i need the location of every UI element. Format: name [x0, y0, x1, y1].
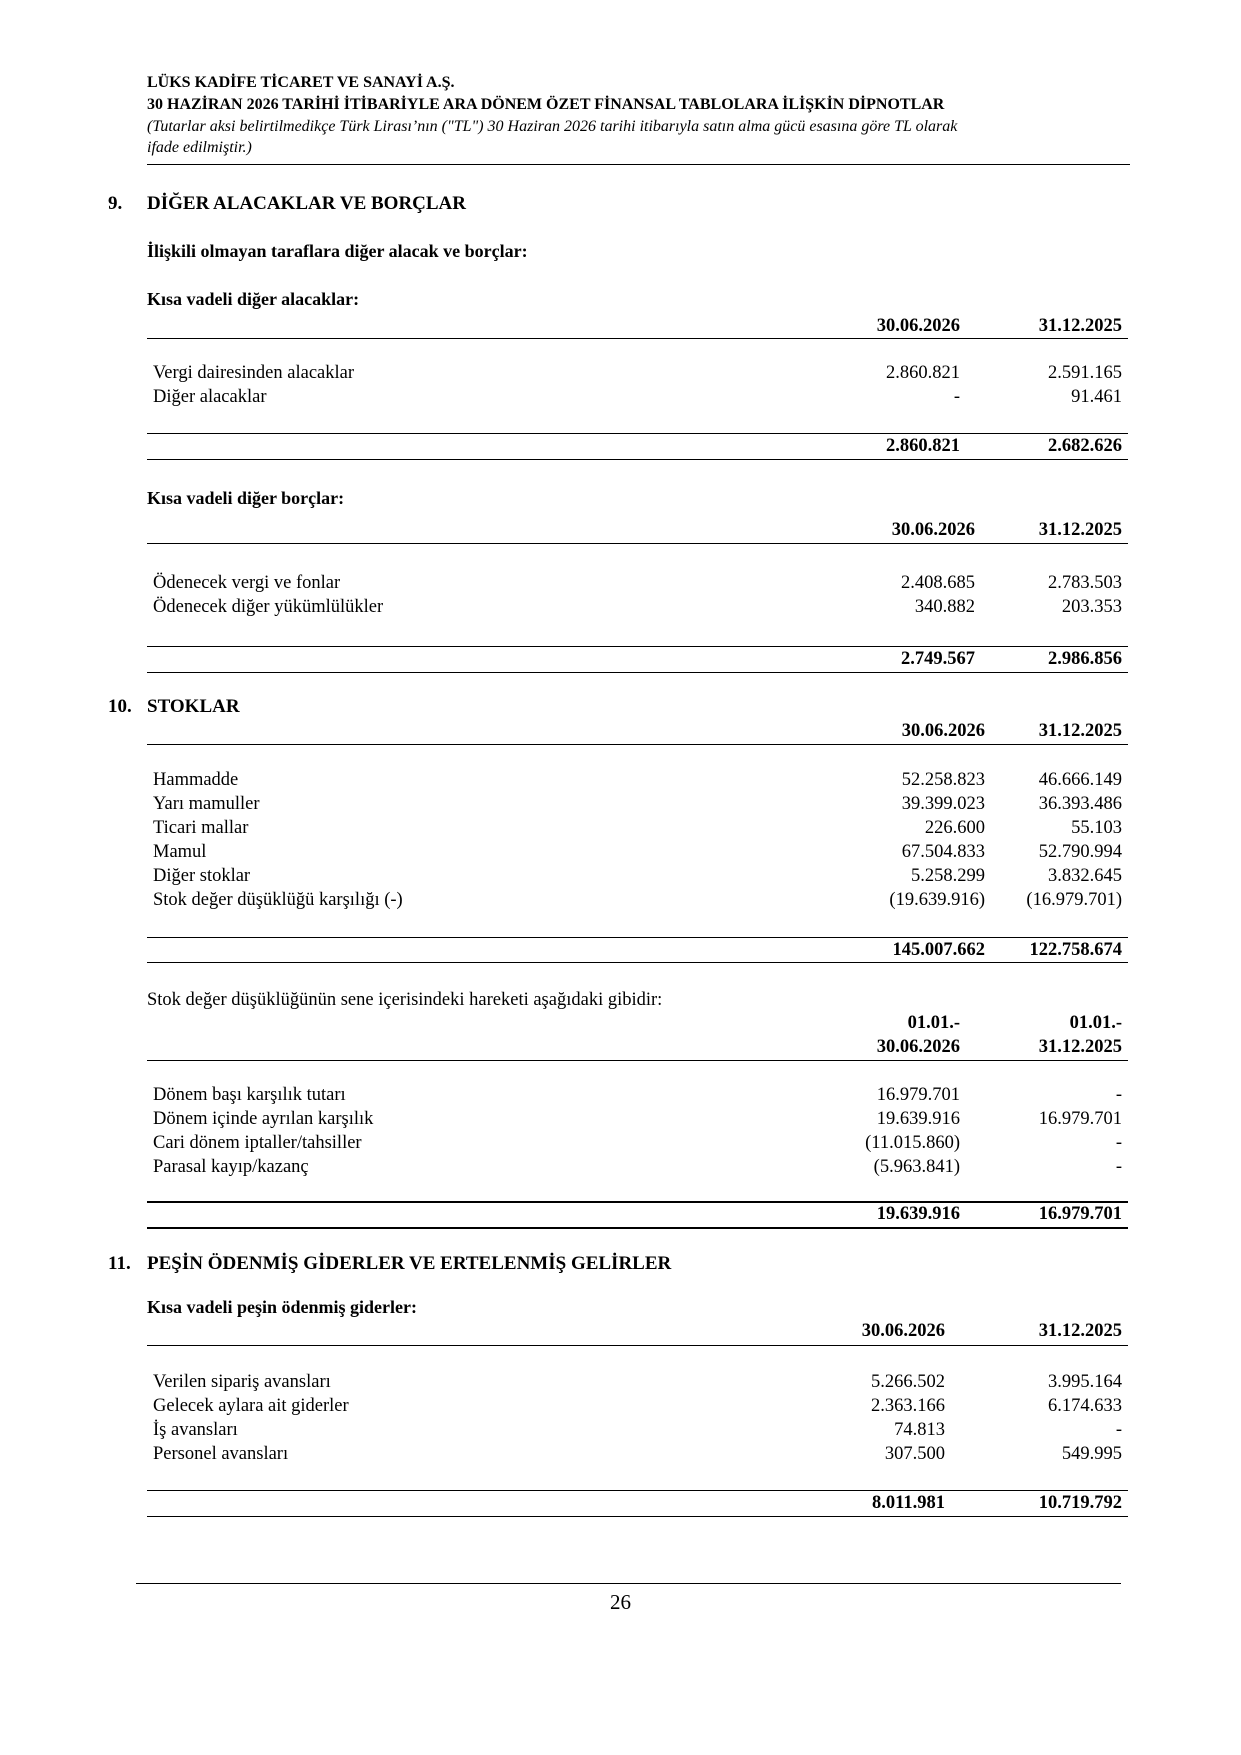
table-cell: 2.783.503: [1048, 573, 1122, 593]
table-cell: 203.353: [1061, 597, 1122, 617]
header-divider: [147, 164, 1130, 165]
movement-col2-header-line2: 31.12.2025: [1038, 1037, 1122, 1057]
table-cell: (11.015.860): [865, 1133, 960, 1153]
prepaid-total-col2: 10.719.792: [1038, 1493, 1122, 1513]
section-9-subtitle: İlişkili olmayan taraflara diğer alacak ve borçlar:: [147, 241, 528, 261]
payables-col2-header: 31.12.2025: [1038, 520, 1122, 540]
inventory-col1-header: 30.06.2026: [901, 721, 985, 741]
table-cell: (5.963.841): [873, 1157, 960, 1177]
movement-col1-header-line2: 30.06.2026: [876, 1037, 960, 1057]
table-row-label: Verilen sipariş avansları: [153, 1372, 331, 1392]
table-row-label: İş avansları: [153, 1420, 238, 1440]
table-cell: 5.266.502: [871, 1372, 945, 1392]
table-cell: 2.591.165: [1048, 363, 1122, 383]
receivables-total-col2: 2.682.626: [1048, 436, 1122, 456]
receivables-col2-header: 31.12.2025: [1038, 316, 1122, 336]
table-cell: 19.639.916: [876, 1109, 960, 1129]
movement-total-line-top: [147, 1201, 1128, 1203]
table-cell: 2.363.166: [871, 1396, 945, 1416]
currency-note-line1: (Tutarlar aksi belirtilmedikçe Türk Lirası’nın ("TL") 30 Haziran 2026 tarihi itibarıyla satın alma gücü esasına göre TL olarak: [147, 118, 958, 135]
movement-total-line-bottom: [147, 1227, 1128, 1229]
movement-header-line: [147, 1060, 1128, 1061]
payables-header-line: [147, 543, 1128, 544]
document-title: 30 HAZİRAN 2026 TARİHİ İTİBARİYLE ARA DÖNEM ÖZET FİNANSAL TABLOLARA İLİŞKİN DİPNOTLAR: [147, 96, 945, 113]
receivables-col1-header: 30.06.2026: [876, 316, 960, 336]
page-number: 26: [610, 1590, 631, 1614]
payables-total-col1: 2.749.567: [901, 649, 975, 669]
payables-total-col2: 2.986.856: [1048, 649, 1122, 669]
receivables-total-line-top: [147, 433, 1128, 434]
currency-note-line2: ifade edilmiştir.): [147, 139, 252, 156]
table-cell: 2.408.685: [901, 573, 975, 593]
table-cell: 39.399.023: [901, 794, 985, 814]
table-cell: 74.813: [894, 1420, 945, 1440]
payables-col1-header: 30.06.2026: [891, 520, 975, 540]
table-cell: 3.832.645: [1048, 866, 1122, 886]
table-row-label: Mamul: [153, 842, 207, 862]
movement-col1-header-line1: 01.01.-: [907, 1013, 960, 1033]
table-cell: -: [1115, 1420, 1122, 1440]
inventory-total-col2: 122.758.674: [1029, 940, 1122, 960]
table-cell: (19.639.916): [889, 890, 985, 910]
table-cell: 5.258.299: [911, 866, 985, 886]
table-row-label: Yarı mamuller: [153, 794, 260, 814]
inventory-total-col1: 145.007.662: [892, 940, 985, 960]
table-cell: 3.995.164: [1048, 1372, 1122, 1392]
table-cell: 226.600: [924, 818, 985, 838]
section-10-number: 10.: [108, 696, 132, 717]
inventory-header-line: [147, 744, 1128, 745]
table-cell: 36.393.486: [1038, 794, 1122, 814]
table-cell: 52.790.994: [1038, 842, 1122, 862]
table-cell: 307.500: [884, 1444, 945, 1464]
table-cell: -: [1115, 1157, 1122, 1177]
prepaid-title: Kısa vadeli peşin ödenmiş giderler:: [147, 1297, 417, 1317]
table-cell: 16.979.701: [876, 1085, 960, 1105]
table-row-label: Diğer alacaklar: [153, 387, 267, 407]
company-name: LÜKS KADİFE TİCARET VE SANAYİ A.Ş.: [147, 74, 455, 91]
impairment-movement-intro: Stok değer düşüklüğünün sene içerisindeki hareketi aşağıdaki gibidir:: [147, 990, 663, 1010]
table-row-label: Diğer stoklar: [153, 866, 251, 886]
table-cell: 16.979.701: [1038, 1109, 1122, 1129]
table-cell: -: [1115, 1085, 1122, 1105]
section-9-number: 9.: [108, 193, 123, 214]
payables-total-line-top: [147, 646, 1128, 647]
section-9-title: DİĞER ALACAKLAR VE BORÇLAR: [147, 193, 467, 214]
table-cell: -: [1115, 1133, 1122, 1153]
table-row-label: Ödenecek diğer yükümlülükler: [153, 597, 384, 617]
table-row-label: Ticari mallar: [153, 818, 249, 838]
movement-total-col1: 19.639.916: [876, 1204, 960, 1224]
section-10-title: STOKLAR: [147, 696, 240, 717]
prepaid-total-col1: 8.011.981: [872, 1493, 945, 1513]
table-cell: 6.174.633: [1048, 1396, 1122, 1416]
table-row-label: Vergi dairesinden alacaklar: [153, 363, 355, 383]
table-cell: 46.666.149: [1038, 770, 1122, 790]
section-11-number: 11.: [108, 1253, 131, 1274]
table-row-label: Dönem içinde ayrılan karşılık: [153, 1109, 374, 1129]
receivables-header-line: [147, 338, 1128, 339]
table-cell: 2.860.821: [886, 363, 960, 383]
section-11-title: PEŞİN ÖDENMİŞ GİDERLER VE ERTELENMİŞ GELİRLER: [147, 1253, 672, 1274]
table-cell: -: [953, 387, 960, 407]
table-cell: 549.995: [1061, 1444, 1122, 1464]
table-row-label: Stok değer düşüklüğü karşılığı (-): [153, 890, 403, 910]
table-row-label: Gelecek aylara ait giderler: [153, 1396, 349, 1416]
receivables-total-line-bottom: [147, 459, 1128, 460]
receivables-total-col1: 2.860.821: [886, 436, 960, 456]
movement-total-col2: 16.979.701: [1038, 1204, 1122, 1224]
prepaid-total-line-top: [147, 1490, 1128, 1491]
table-cell: (16.979.701): [1026, 890, 1122, 910]
table-row-label: Ödenecek vergi ve fonlar: [153, 573, 341, 593]
payables-title: Kısa vadeli diğer borçlar:: [147, 488, 345, 508]
table-row-label: Dönem başı karşılık tutarı: [153, 1085, 346, 1105]
inventory-total-line-top: [147, 937, 1128, 938]
table-cell: 67.504.833: [901, 842, 985, 862]
table-cell: 340.882: [914, 597, 975, 617]
movement-col2-header-line1: 01.01.-: [1069, 1013, 1122, 1033]
table-cell: 55.103: [1071, 818, 1122, 838]
prepaid-col1-header: 30.06.2026: [861, 1321, 945, 1341]
table-row-label: Parasal kayıp/kazanç: [153, 1157, 309, 1177]
table-row-label: Hammadde: [153, 770, 239, 790]
inventory-total-line-bottom: [147, 962, 1128, 963]
table-row-label: Personel avansları: [153, 1444, 289, 1464]
inventory-col2-header: 31.12.2025: [1038, 721, 1122, 741]
receivables-title: Kısa vadeli diğer alacaklar:: [147, 289, 360, 309]
table-cell: 91.461: [1071, 387, 1122, 407]
prepaid-col2-header: 31.12.2025: [1038, 1321, 1122, 1341]
table-cell: 52.258.823: [901, 770, 985, 790]
prepaid-total-line-bottom: [147, 1516, 1128, 1517]
prepaid-header-line: [147, 1345, 1128, 1346]
table-row-label: Cari dönem iptaller/tahsiller: [153, 1133, 362, 1153]
footer-divider: [136, 1583, 1121, 1584]
payables-total-line-bottom: [147, 672, 1128, 673]
